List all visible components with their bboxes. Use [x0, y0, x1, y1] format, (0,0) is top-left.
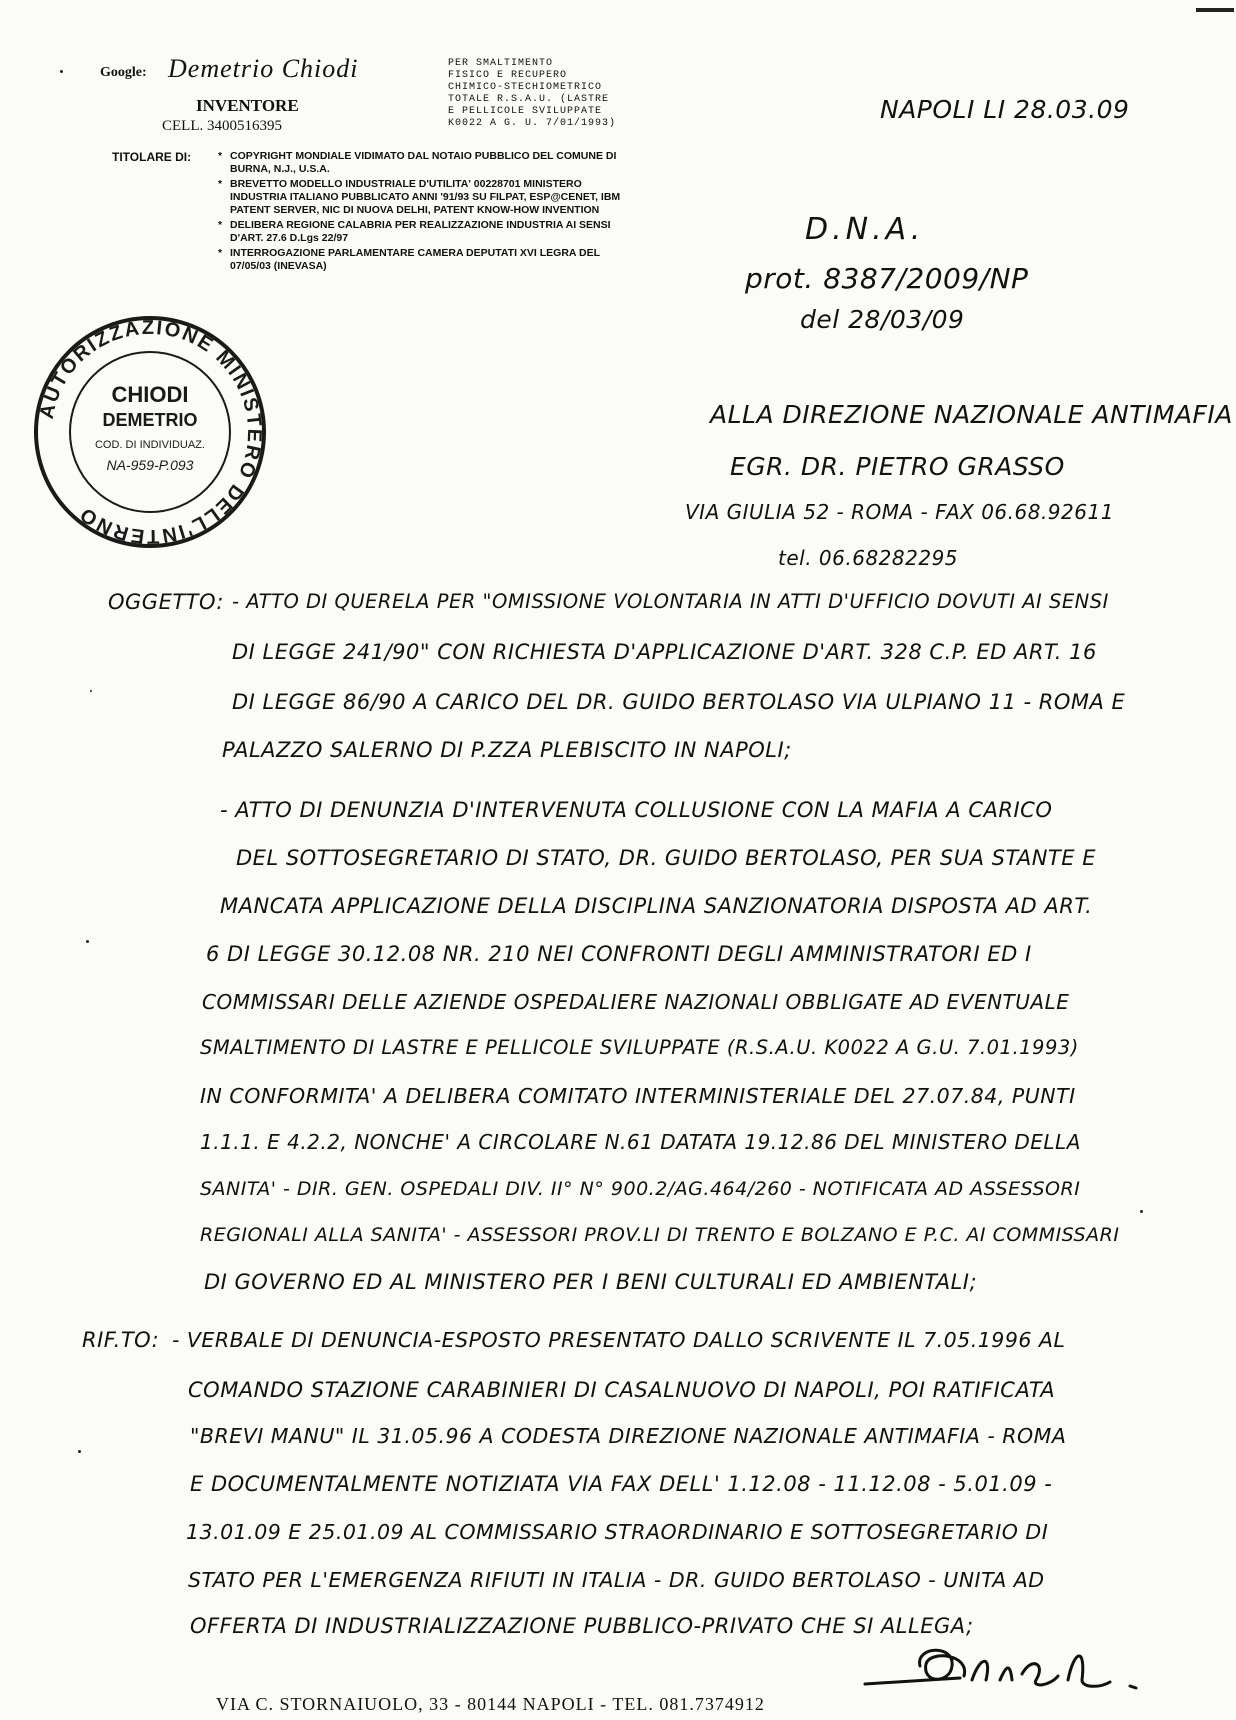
- denuncia-line: 1.1.1. E 4.2.2, NONCHE' A CIRCOLARE N.61 DATATA 19.12.86 DEL MINISTERO DELLA: [200, 1130, 1081, 1154]
- stamp-line2: DEMETRIO: [102, 410, 198, 430]
- recipient-name: EGR. DR. PIETRO GRASSO: [730, 452, 1065, 481]
- rif-line: OFFERTA DI INDUSTRIALIZZAZIONE PUBBLICO-PRIVATO CHE SI ALLEGA;: [190, 1614, 974, 1638]
- rif-line: STATO PER L'EMERGENZA RIFIUTI IN ITALIA - DR. GUIDO BERTOLASO - UNITA AD: [188, 1568, 1045, 1592]
- oggetto-line: - ATTO DI QUERELA PER "OMISSIONE VOLONTARIA IN ATTI D'UFFICIO DOVUTI AI SENSI: [232, 590, 1109, 613]
- holder-item: * COPYRIGHT MONDIALE VIDIMATO DAL NOTAIO PUBBLICO DEL COMUNE DI BURNA, N.J., U.S.A.: [218, 150, 638, 176]
- oggetto-label: OGGETTO:: [108, 590, 224, 614]
- rif-line: E DOCUMENTALMENTE NOTIZIATA VIA FAX DELL' 1.12.08 - 11.12.08 - 5.01.09 -: [190, 1472, 1053, 1496]
- disposal-note-line: PER SMALTIMENTO: [448, 58, 554, 69]
- recipient-office: ALLA DIREZIONE NAZIONALE ANTIMAFIA: [710, 400, 1233, 429]
- scan-speck: [90, 690, 92, 692]
- denuncia-line: SMALTIMENTO DI LASTRE E PELLICOLE SVILUPPATE (R.S.A.U. K0022 A G.U. 7.01.1993): [200, 1036, 1079, 1059]
- inventor-name-script: Demetrio Chiodi: [168, 54, 359, 83]
- recipient-tel: tel. 06.68282295: [778, 546, 959, 570]
- holder-item: * DELIBERA REGIONE CALABRIA PER REALIZZAZIONE INDUSTRIA AI SENSI D'ART. 27.6 D.Lgs 22/97: [218, 219, 638, 245]
- holder-item: * INTERROGAZIONE PARLAMENTARE CAMERA DEPUTATI XVI LEGRA DEL 07/05/03 (INEVASA): [218, 247, 638, 273]
- dna-label: D.N.A.: [805, 212, 925, 247]
- denuncia-line: SANITA' - DIR. GEN. OSPEDALI DIV. II° N° 900.2/AG.464/260 - NOTIFICATA AD ASSESSORI: [200, 1178, 1081, 1200]
- rif-line: "BREVI MANU" IL 31.05.96 A CODESTA DIREZIONE NAZIONALE ANTIMAFIA - ROMA: [190, 1424, 1067, 1448]
- rif-line: 13.01.09 E 25.01.09 AL COMMISSARIO STRAORDINARIO E SOTTOSEGRETARIO DI: [186, 1520, 1049, 1544]
- denuncia-line: - ATTO DI DENUNZIA D'INTERVENUTA COLLUSIONE CON LA MAFIA A CARICO: [220, 798, 1053, 822]
- denuncia-line: DEL SOTTOSEGRETARIO DI STATO, DR. GUIDO BERTOLASO, PER SUA STANTE E: [236, 846, 1096, 870]
- stamp-line4: NA-959-P.093: [106, 457, 194, 473]
- rif-label: RIF.TO:: [82, 1328, 160, 1352]
- holder-item: * BREVETTO MODELLO INDUSTRIALE D'UTILITA' 00228701 MINISTERO INDUSTRIA ITALIANO PUBBLICATO ANNI '91/93 SU FILPAT, ESP@CENET, IBM PATENT SERVER, NIC DI NUOVA DELHI, PATENT KNOW-HOW INVENTION: [218, 178, 638, 217]
- scan-speck: [78, 1450, 81, 1453]
- protocol-date: del 28/03/09: [800, 305, 965, 334]
- holder-list: [218, 150, 638, 275]
- disposal-note-line: FISICO E RECUPERO: [448, 70, 568, 81]
- footer-address: VIA C. STORNAIUOLO, 33 - 80144 NAPOLI - TEL. 081.7374912: [216, 1694, 765, 1714]
- scan-speck: [1140, 1210, 1143, 1213]
- rif-line: - VERBALE DI DENUNCIA-ESPOSTO PRESENTATO DALLO SCRIVENTE IL 7.05.1996 AL: [172, 1328, 1066, 1352]
- disposal-note-line: CHIMICO-STECHIOMETRICO: [448, 82, 603, 93]
- disposal-note: [448, 58, 648, 130]
- scan-speck: [86, 940, 89, 943]
- denuncia-line: DI GOVERNO ED AL MINISTERO PER I BENI CULTURALI ED AMBIENTALI;: [204, 1270, 978, 1294]
- oggetto-line: DI LEGGE 86/90 A CARICO DEL DR. GUIDO BERTOLASO VIA ULPIANO 11 - ROMA E: [232, 690, 1126, 714]
- denuncia-line: COMMISSARI DELLE AZIENDE OSPEDALIERE NAZIONALI OBBLIGATE AD EVENTUALE: [202, 990, 1070, 1014]
- recipient-address: VIA GIULIA 52 - ROMA - FAX 06.68.92611: [685, 500, 1114, 524]
- stamp-line1: CHIODI: [111, 382, 189, 407]
- oggetto-line: PALAZZO SALERNO DI P.ZZA PLEBISCITO IN NAPOLI;: [222, 738, 792, 762]
- protocol-number: prot. 8387/2009/NP: [745, 262, 1029, 295]
- inventor-role: INVENTORE: [196, 96, 299, 115]
- rif-line: COMANDO STAZIONE CARABINIERI DI CASALNUOVO DI NAPOLI, POI RATIFICATA: [188, 1378, 1056, 1402]
- place-date: NAPOLI LI 28.03.09: [880, 95, 1130, 124]
- stamp-line3: COD. DI INDIVIDUAZ.: [94, 439, 206, 451]
- disposal-note-line: TOTALE R.S.A.U. (LASTRE: [448, 94, 610, 105]
- holder-label: TITOLARE DI:: [112, 150, 192, 164]
- oggetto-line: DI LEGGE 241/90" CON RICHIESTA D'APPLICAZIONE D'ART. 328 C.P. ED ART. 16: [232, 640, 1097, 664]
- denuncia-line: MANCATA APPLICAZIONE DELLA DISCIPLINA SANZIONATORIA DISPOSTA AD ART.: [220, 894, 1093, 918]
- scan-edge-mark: [1196, 8, 1234, 12]
- stamp-outer-text: AUTORIZZAZIONE MINISTERO DELL'INTERNO: [35, 316, 266, 548]
- disposal-note-line: E PELLICOLE SVILUPPATE: [448, 106, 603, 117]
- disposal-note-line: K0022 A G. U. 7/01/1993): [448, 118, 617, 129]
- denuncia-line: 6 DI LEGGE 30.12.08 NR. 210 NEI CONFRONTI DEGLI AMMINISTRATORI ED I: [206, 942, 1032, 966]
- handwritten-signature: [860, 1636, 1150, 1706]
- denuncia-line: IN CONFORMITA' A DELIBERA COMITATO INTERMINISTERIALE DEL 27.07.84, PUNTI: [200, 1084, 1076, 1108]
- ministry-stamp: [30, 312, 270, 552]
- denuncia-line: REGIONALI ALLA SANITA' - ASSESSORI PROV.LI DI TRENTO E BOLZANO E P.C. AI COMMISSARI: [200, 1224, 1120, 1246]
- scan-speck: [60, 70, 63, 73]
- inventor-phone: CELL. 3400516395: [162, 118, 282, 134]
- google-label: Google:: [100, 65, 147, 80]
